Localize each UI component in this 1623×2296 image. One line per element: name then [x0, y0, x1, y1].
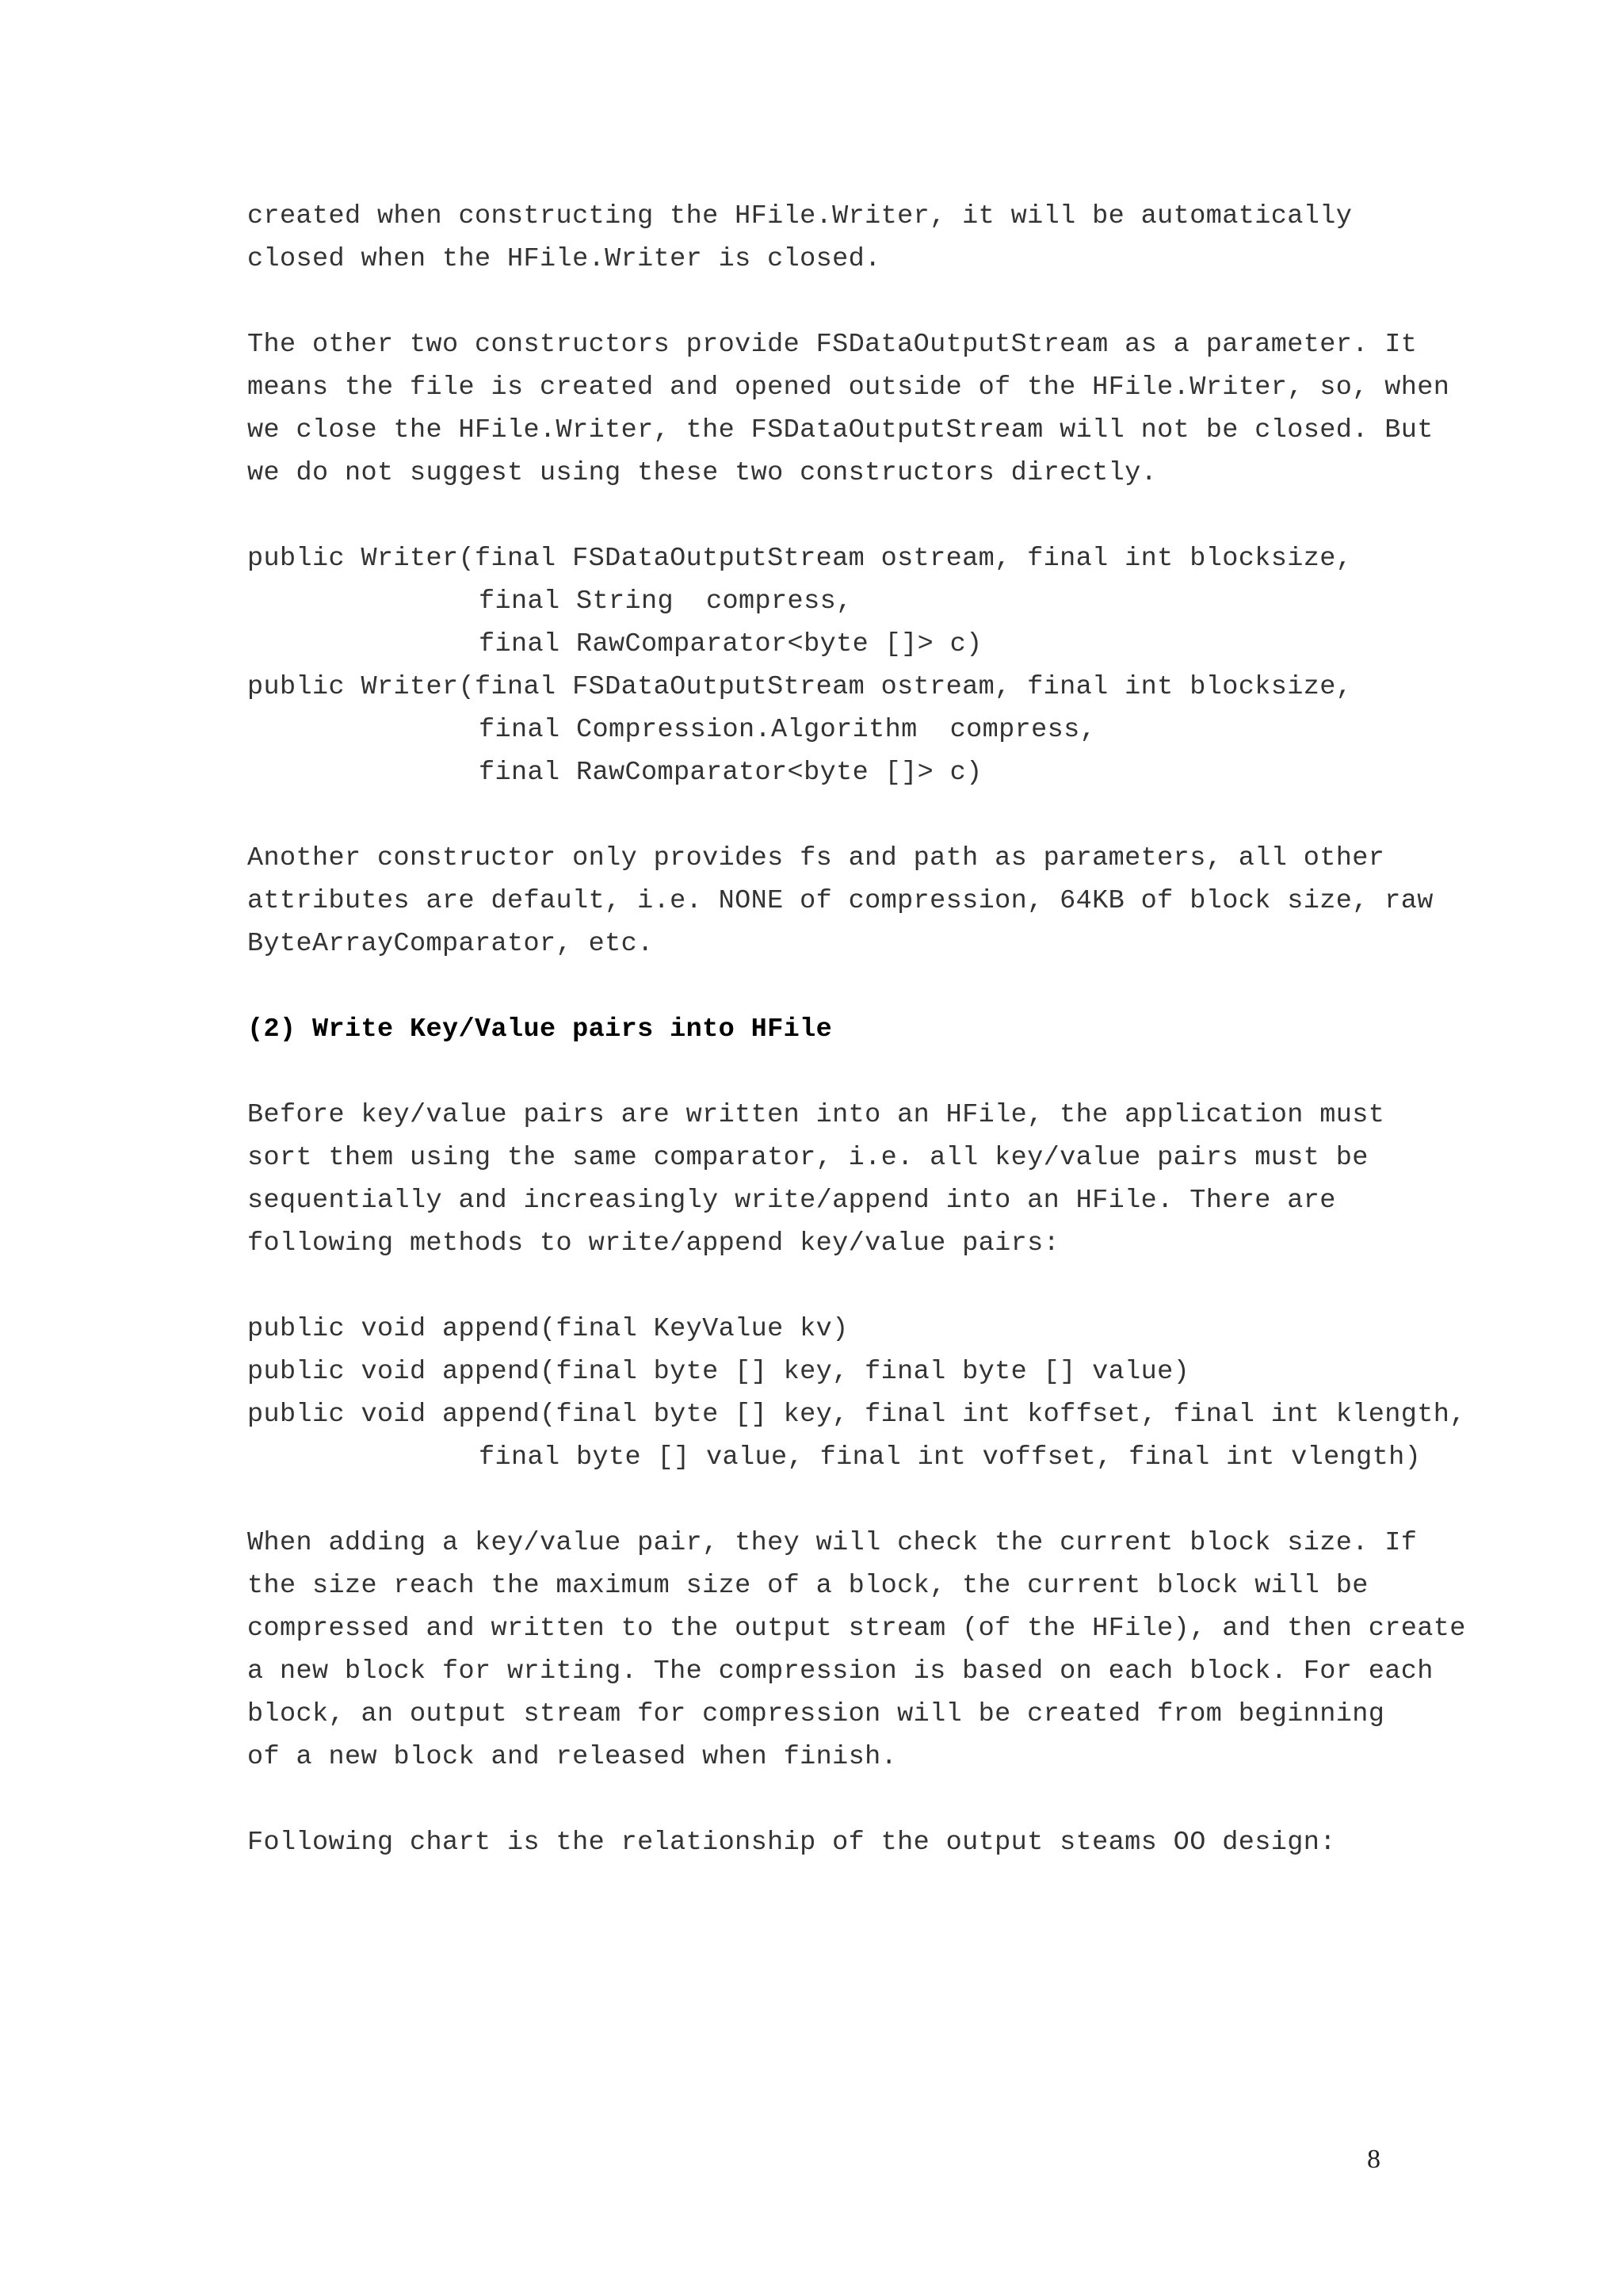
page-number: 8	[1367, 2145, 1381, 2174]
text-line: When adding a key/value pair, they will check the current block size. If	[247, 1528, 1418, 1558]
document-page	[247, 195, 1466, 1907]
paragraph-another-constructor	[247, 837, 1434, 965]
text-line: compressed and written to the output stream (of the HFile), and then create	[247, 1614, 1466, 1644]
paragraph-before-write	[247, 1094, 1388, 1265]
text-line: the size reach the maximum size of a block, the current block will be	[247, 1571, 1369, 1601]
paragraph-adding-pair	[247, 1522, 1466, 1778]
text-line: Before key/value pairs are written into an HFile, the application must	[247, 1100, 1385, 1130]
paragraph-other-constructors	[247, 323, 1450, 495]
text-line: sort them using the same comparator, i.e. all key/value pairs must be	[247, 1143, 1369, 1173]
text-line: following methods to write/append key/value pairs:	[247, 1228, 1060, 1259]
code-line: final String compress,	[479, 586, 853, 617]
text-line: we do not suggest using these two constructors directly.	[247, 458, 1158, 488]
paragraph-following-chart	[247, 1821, 1388, 1864]
code-line: public void append(final byte [] key, final byte [] value)	[247, 1357, 1190, 1387]
text-line: closed when the HFile.Writer is closed.	[247, 244, 881, 274]
code-line: final RawComparator<byte []> c)	[479, 758, 983, 788]
text-line: block, an output stream for compression will be created from beginning	[247, 1699, 1385, 1729]
section-heading-block	[247, 1008, 1388, 1051]
text-line: sequentially and increasingly write/append into an HFile. There are	[247, 1186, 1336, 1216]
text-line: created when constructing the HFile.Writer, it will be automatically	[247, 201, 1353, 231]
paragraph-intro	[247, 195, 1388, 281]
code-line: final Compression.Algorithm compress,	[479, 715, 1097, 745]
code-line: public void append(final byte [] key, final int koffset, final int klength,	[247, 1400, 1466, 1430]
text-line: The other two constructors provide FSDataOutputStream as a parameter. It	[247, 330, 1418, 360]
code-line: public Writer(final FSDataOutputStream ostream, final int blocksize,	[247, 672, 1353, 702]
text-line: Another constructor only provides fs and path as parameters, all other	[247, 843, 1385, 873]
code-block-append	[247, 1308, 1466, 1479]
text-line: Following chart is the relationship of the output steams OO design:	[247, 1828, 1336, 1858]
code-line: final RawComparator<byte []> c)	[479, 629, 983, 659]
code-block-constructors	[247, 537, 1388, 794]
text-line: ByteArrayComparator, etc.	[247, 929, 654, 959]
section-heading: (2) Write Key/Value pairs into HFile	[247, 1014, 833, 1045]
text-line: we close the HFile.Writer, the FSDataOutputStream will not be closed. But	[247, 415, 1434, 445]
code-line: public void append(final KeyValue kv)	[247, 1314, 849, 1344]
code-line: final byte [] value, final int voffset, final int vlength)	[479, 1442, 1422, 1473]
text-line: attributes are default, i.e. NONE of compression, 64KB of block size, raw	[247, 886, 1434, 916]
text-line: a new block for writing. The compression is based on each block. For each	[247, 1656, 1434, 1687]
text-line: means the file is created and opened outside of the HFile.Writer, so, when	[247, 372, 1450, 403]
text-line: of a new block and released when finish.	[247, 1742, 898, 1772]
code-line: public Writer(final FSDataOutputStream ostream, final int blocksize,	[247, 544, 1353, 574]
